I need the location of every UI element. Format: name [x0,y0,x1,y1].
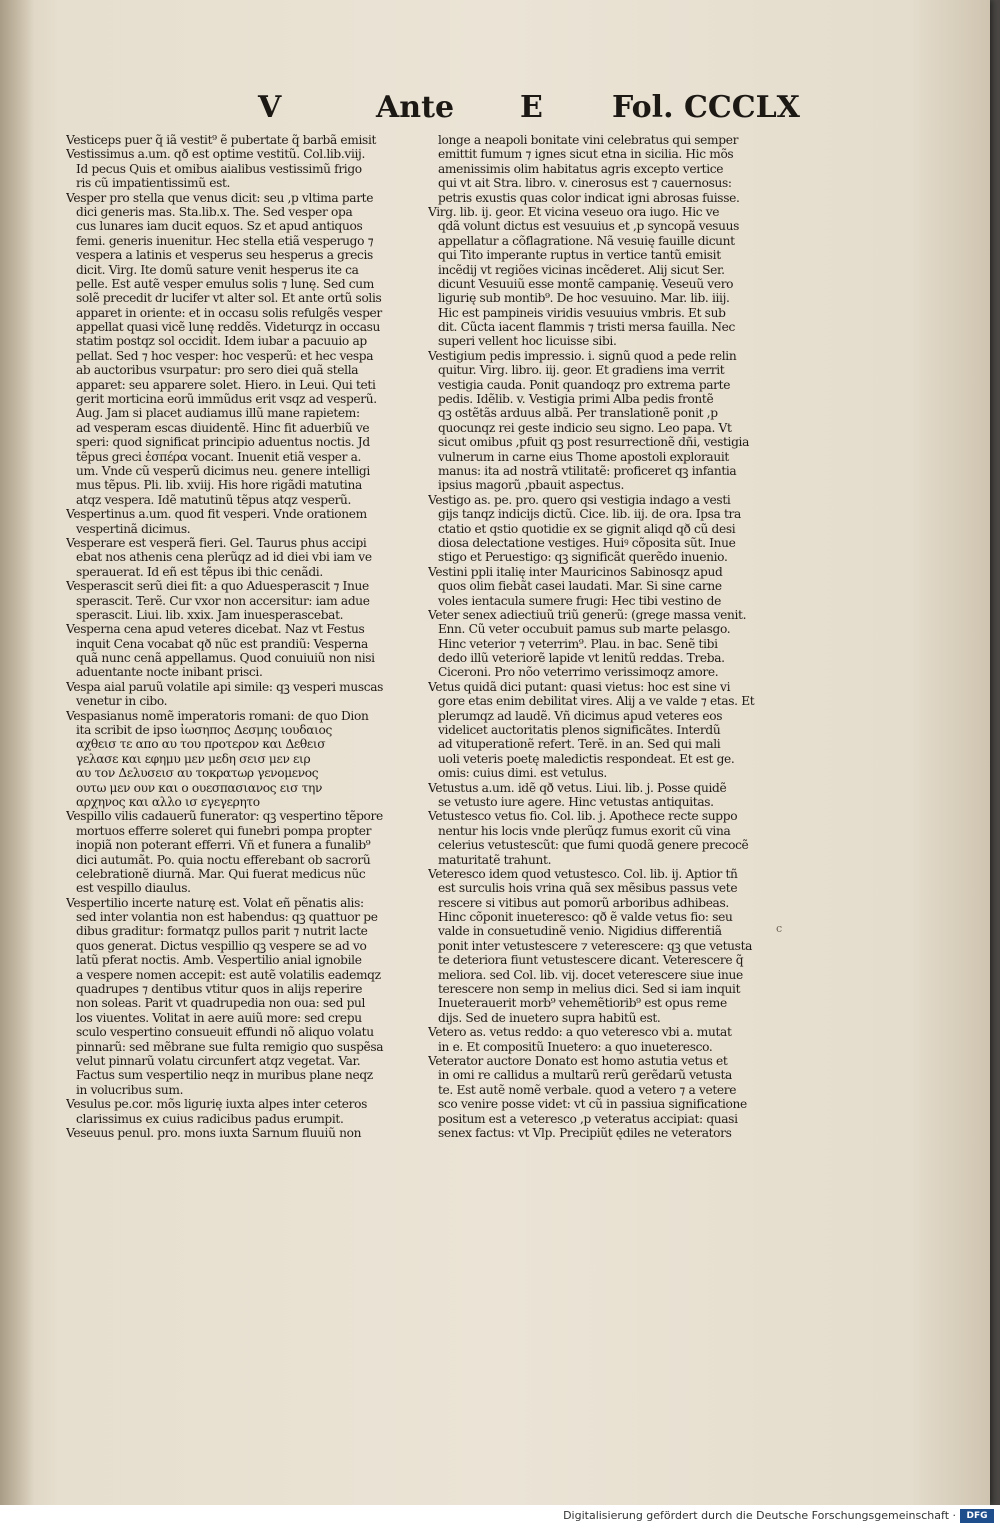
text-line: inopiã non poterant efferri. Vñ et funera a funalib⁹ [76,838,371,853]
dfg-logo: DFG [960,1509,994,1523]
text-line: plerumqz ad laudẽ. Vñ dicimus apud veteres eos [438,708,723,723]
running-header [240,88,800,128]
text-line: Vespa aial paruũ volatile api simile: qꝫ vesperi muscas [66,679,384,694]
text-line: voles ientacula sumere frugi: Hec tibi vestino de [438,593,721,608]
text-line: los viuentes. Volitat in aere auiũ more: sed crepu [76,1010,362,1025]
text-line: dedo illũ veteriorẽ lapide vt lenitũ reddas. Treba. [438,651,725,666]
text-line: ponit inter vetustescere ⁊ veterescere: qꝫ que vetusta [438,938,753,953]
text-line: dici autumãt. Po. quia noctu efferebant ob sacrorũ [76,852,371,867]
text-line: velut pinnarũ volatu circunfert atqz vegetat. Var. [76,1054,361,1068]
text-line: Vetustus a.um. idẽ qð vetus. Liui. lib. j. Posse quidẽ [428,780,727,795]
text-line: omis: cuius dimi. est vetulus. [438,766,607,781]
margin-note: c [776,922,783,935]
text-line: Vetustesco vetus fio. Col. lib. j. Apothece recte suppo [428,809,738,824]
text-line: Vestigium pedis impressio. i. signũ quod a pede relin [428,348,737,363]
text-column-left [66,133,416,1140]
text-line: Vespertilio incerte naturę est. Volat eñ pẽnatis alis: [66,895,364,910]
text-line: Vespertinus a.um. quod fit vesperi. Vnde orationem [66,507,367,522]
text-line: quos generat. Dictus vespillio qꝫ vespere se ad vo [76,938,367,953]
text-line: Vespasianus nomẽ imperatoris romani: de quo Dion [66,708,369,723]
text-line: senex factus: vt Vlp. Precipiũt ędiles ne veterators [438,1125,732,1140]
text-line: ad vituperationẽ refert. Terẽ. in an. Sed qui mali [438,737,721,752]
text-line: in e. Et compositũ Inuetero: a quo inueteresco. [438,1039,713,1054]
text-line: Vetero as. vetus reddo: a quo veteresco vbi a. mutat [428,1025,732,1040]
text-line: mortuos efferre soleret qui funebri pompa propter [76,823,372,838]
text-line: ab auctoribus vsurpatur: pro sero diei quã stella [76,363,359,378]
text-line: latũ pferat noctis. Amb. Vespertilio anial ignobile [76,953,362,968]
text-line: um. Vnde cũ vesperũ dicimus neu. genere intelligi [76,463,370,478]
text-line: qdã volunt dictus est vesuuius et ,p syncopã vesuus [438,219,739,234]
text-line: vespera a latinis et vesperus seu hesperus a grecis [76,248,373,263]
text-line: vulnerum in carne eius Thome apostoli explorauit [438,449,729,464]
text-line: Id pecus Quis et omibus aialibus vestissimũ frigo [76,161,362,176]
text-line: dibus graditur: formatqz pullos parit ⁊ nutrit lacte [76,924,368,939]
text-line: celebrationẽ diurnã. Mar. Qui fuerat medicus nũc [76,866,366,881]
text-line: petris exustis quas color indicat igni abrosas fuisse. [438,190,740,205]
text-line: pinnarũ: sed mẽbrane sue fulta remigio quo suspẽsa [76,1039,384,1054]
text-line: qui vt ait Stra. libro. v. cinerosus est ⁊ cauernosus: [438,176,732,191]
text-line: Vestissimus a.um. qð est optime vestitũ. Col.lib.viij. [66,147,365,162]
text-line: in volucribus sum. [76,1082,184,1097]
text-line: Vesperna cena apud veteres dicebat. Naz vt Festus [66,622,365,637]
text-line: dicit. Virg. Ite domũ sature venit hesperus ite ca [76,262,359,277]
text-line: atqz vespera. Idẽ matutinũ tẽpus atqz vesperũ. [76,492,352,507]
text-line: diosa delectatione vestiges. Huiꝰ cõposita sũt. Inue [438,535,736,550]
funding-notice: Digitalisierung gefördert durch die Deutsche Forschungsgemeinschaft · [563,1509,956,1522]
text-line: clarissimus ex cuius radicibus padus erumpit. [76,1111,344,1126]
text-line: Vetus quidã dici putant: quasi vietus: hoc est sine vi [428,679,731,694]
text-line: stigo et Peruestigo: qꝫ significãt querẽdo inuenio. [438,550,728,565]
text-line: ad vesperam escas diuidentẽ. Hinc fit aduerbiũ ve [76,420,370,435]
text-line: te deteriora fiunt vetustescere dicant. Veterescere q̃ [438,953,744,968]
text-line: Veter senex adiectiuũ triũ generũ: (grege massa venit. [428,607,747,622]
text-line: sperascit. Terẽ. Cur vxor non accersitur: iam adue [76,593,370,608]
text-line: Veseuus penul. pro. mons iuxta Sarnum fluuiũ non [66,1125,362,1140]
text-line: manus: ita ad nostrã vtilitatẽ: proficeret qꝫ infantia [438,463,737,478]
text-line: ebat nos athenis cena plerũqz ad id diei vbi iam ve [76,550,372,565]
text-line: Inueterauerit morb⁹ vehemẽtiorib⁹ est opus reme [438,996,727,1011]
text-line: aduentante nocte inibant prisci. [76,665,263,680]
text-line: quocunqz rei geste indicio seu signo. Leo papa. Vt [438,420,732,435]
text-line: venetur in cibo. [76,694,168,709]
text-line: meliora. sed Col. lib. vij. docet veterescere siue inue [438,967,743,982]
text-line: est surculis hois vrina quã sex mẽsibus passus vete [438,881,738,896]
text-column-right [428,133,773,1140]
text-line: emittit fumum ⁊ ignes sicut etna in sicilia. Hic mõs [438,147,734,162]
text-line: maturitatẽ trahunt. [438,852,552,867]
text-line: quã nunc cenã appellamus. Quod conuiuiũ non nisi [76,651,375,666]
text-line: uoli veteris poetę maledictis respondeat. Et est ge. [438,751,735,766]
text-line: ctatio et qstio quotidie ex se gignit aliqd qð cũ desi [438,521,736,536]
text-line: ipsius magorũ ,pbauit aspectus. [438,478,624,493]
text-line: Vestini ppli italię inter Mauricinos Sabinosqz apud [428,564,723,579]
text-line: terescere non semp in melius dici. Sed si iam inquit [438,982,741,997]
text-line: vestigia cauda. Ponit quandoqz pro extrema parte [438,377,731,392]
text-line: statim postqz sol occidit. Idem iubar a pacuuio ap [76,334,367,349]
header-letter-v: V [258,90,282,125]
text-line: te. Est autẽ nomẽ verbale. quod a vetero ⁊ a vetere [438,1082,737,1097]
text-line: sperauerat. Id eñ est tẽpus ibi thic cenãdi. [76,564,323,579]
text-line: gore etas enim debilitat vires. Alij a ve valde ⁊ etas. Et [438,694,755,709]
text-line: est vespillo diaulus. [76,881,191,896]
text-line: tẽpus greci ἑσπέρα vocant. Inuenit etiã vesper a. [76,449,362,464]
text-line: Vesperascit serũ diei fit: a quo Aduesperascit ⁊ Inue [66,579,369,594]
text-line: Vespillo vilis cadauerũ funerator: qꝫ vespertino tẽpore [66,809,383,824]
text-line: gerit morticina eorũ immũdus erit vsqz ad vesperũ. [76,392,377,407]
text-line: longe a neapoli bonitate vini celebratus qui semper [438,133,739,147]
text-line: αρχηνος και αλλο ισ εγεγερητο [76,794,260,809]
text-line: quitur. Virg. libro. iij. geor. Et gradiens ima verrit [438,363,725,378]
header-letter-e: E [520,90,543,125]
text-line: αυ τον Δελυσεισ αυ τοκρατωρ γενομενος [76,766,319,781]
text-line: videlicet auctoritatis plenos significãtes. Interdũ [438,723,721,738]
text-line: Enn. Cũ veter occubuit pamus sub marte pelasgo. [438,622,731,637]
text-line: incẽdij vt regiões vicinas incẽderet. Alij sicut Ser. [438,262,725,277]
page-spine-shadow [0,0,34,1505]
text-line: celerius vetustescũt: que fumi quodã genere precocẽ [438,838,749,853]
text-line: quadrupes ⁊ dentibus vtitur quos in alijs reperire [76,982,363,997]
digitization-footer [0,1505,1000,1527]
text-line: sicut omibus ,pfuit qꝫ post resurrectionẽ dñi, vestigia [438,435,750,450]
text-line: Veteresco idem quod vetustesco. Col. lib. ij. Aptior tñ [428,866,738,881]
text-line: Vesulus pe.cor. mõs ligurię iuxta alpes inter ceteros [66,1097,367,1112]
text-line: qui Tito imperante ruptus in vertice tantũ emisit [438,248,721,263]
text-line: Vesticeps puer q̃ iã vestit⁹ ẽ pubertate q̃ barbã emisit [66,133,377,147]
text-line: rescere si vitibus aut pomorũ arboribus adhibeas. [438,895,729,910]
text-line: valde in consuetudinẽ venio. Nigidius differentiã [438,924,722,939]
text-line: Virg. lib. ij. geor. Et vicina veseuo ora iugo. Hic ve [428,204,720,219]
text-line: speri: quod significat principio aduentus noctis. Jd [76,435,370,450]
text-line: Hinc veterior ⁊ veterrim⁹. Plau. in bac. Senẽ tibi [438,636,718,651]
text-line: dijs. Sed de inuetero supra habitũ est. [438,1010,661,1025]
text-line: ita scribit de ipso ἰωσηπος Δεσμης ιουδαιος [76,723,332,738]
text-line: in omi re callidus a multarũ rerũ gerẽdarũ vetusta [438,1068,732,1083]
header-word: Ante [376,90,455,125]
text-line: dicunt Vesuuiũ esse montẽ campanię. Veseuũ vero [438,276,734,291]
text-line: appellatur a cõflagratione. Nã vesuię fauille dicunt [438,233,735,248]
text-line: pedis. Idẽlib. v. Vestigia primi Alba pedis frontẽ [438,392,714,407]
text-line: Vestigo as. pe. pro. quero qsi vestigia indago a vesti [428,492,731,507]
text-line: superi vellent hoc licuisse sibi. [438,334,617,349]
text-line: γελασε και εφημυ μεν μεδη σεισ μεν ειρ [76,751,311,766]
text-line: Ciceroni. Pro nõo veterrimo verissimoqz amore. [438,665,719,680]
text-line: ris cũ impatientissimũ est. [76,176,231,191]
text-line: Hic est pampineis viridis vesuuius vmbris. Et sub [438,305,726,320]
folio-number: Fol. CCCLX [612,90,800,125]
text-line: appellat quasi vicẽ lunę reddẽs. Videturqz in occasu [76,320,381,335]
text-line: femi. generis inuenitur. Hec stella etiã vesperugo ⁊ [76,233,374,248]
text-line: dit. Cũcta iacent flammis ⁊ tristi mersa fauilla. Nec [438,320,735,335]
text-line: Vesperare est vesperã fieri. Gel. Taurus phus accipi [66,535,367,550]
text-line: nentur his locis vnde plerũqz fumus exorit cũ vina [438,823,731,838]
text-line: cus lunares iam ducit equos. Sz et apud antiquos [76,219,363,234]
text-line: pelle. Est autẽ vesper emulus solis ⁊ lunę. Sed cum [76,276,374,291]
text-line: inquit Cena vocabat qð nũc est prandiũ: Vesperna [76,636,368,651]
text-line: sed inter volantia non est habendus: qꝫ quattuor pe [76,910,378,925]
text-line: dici generis mas. Sta.lib.x. The. Sed vesper opa [76,204,353,219]
text-line: apparet in oriente: et in occasu solis refulgẽs vesper [76,305,382,320]
text-line: quos olim fiebãt casei laudati. Mar. Si sine carne [438,579,722,594]
text-line: a vespere nomen accepit: est autẽ volatilis eademqz [76,967,381,982]
text-line: sperascit. Liui. lib. xxix. Jam inuesperascebat. [76,607,344,622]
text-line: Aug. Jam si placet audiamus illũ mane rapietem: [76,406,360,421]
text-line: pellat. Sed ⁊ hoc vesper: hoc vesperũ: et hec vespa [76,348,374,363]
text-line: Hinc cõponit inueteresco: qð ẽ valde vetus fio: seu [438,910,733,925]
text-line: se vetusto iure agere. Hinc vetustas antiquitas. [438,794,714,809]
text-line: amenissimis olim habitatus agris excepto vertice [438,161,724,176]
text-line: sco venire posse videt: vt cũ in passiua significatione [438,1097,747,1112]
text-line: Factus sum vespertilio neqz in muribus plane neqz [76,1068,373,1083]
text-line: positum est a veteresco ,p veteratus accipiat: quasi [438,1111,738,1126]
text-line: ligurię sub montib⁹. De hoc vesuuino. Mar. lib. iiij. [438,291,730,306]
text-line: apparet: seu apparere solet. Hiero. in Leui. Qui teti [76,377,376,392]
text-line: ουτω μεν ουν και ο ουεσπασιανος εισ την [76,780,323,795]
text-line: sculo vespertino consueuit effundi nõ aliquo volatu [76,1025,374,1040]
text-line: αχθεισ τε απο αυ του προτερον και Δεθεισ [76,737,326,752]
text-line: mus tẽpus. Pli. lib. xviij. His hore rigãdi matutina [76,478,362,493]
text-line: non soleas. Parit vt quadrupedia non oua: sed pul [76,996,366,1011]
text-line: Vesper pro stella que venus dicit: seu ,p vltima parte [66,190,374,205]
text-line: vespertinã dicimus. [76,521,191,536]
text-line: gijs tanqz indicijs dictũ. Cice. lib. iij. de ora. Ipsa tra [438,507,741,522]
text-line: qꝫ ostẽtãs arduus albã. Per translationẽ ponit ,p [438,406,718,421]
text-line: Veterator auctore Donato est homo astutia vetus et [428,1054,728,1068]
text-line: solẽ precedit dr lucifer vt alter sol. Et ante ortũ solis [76,291,382,306]
